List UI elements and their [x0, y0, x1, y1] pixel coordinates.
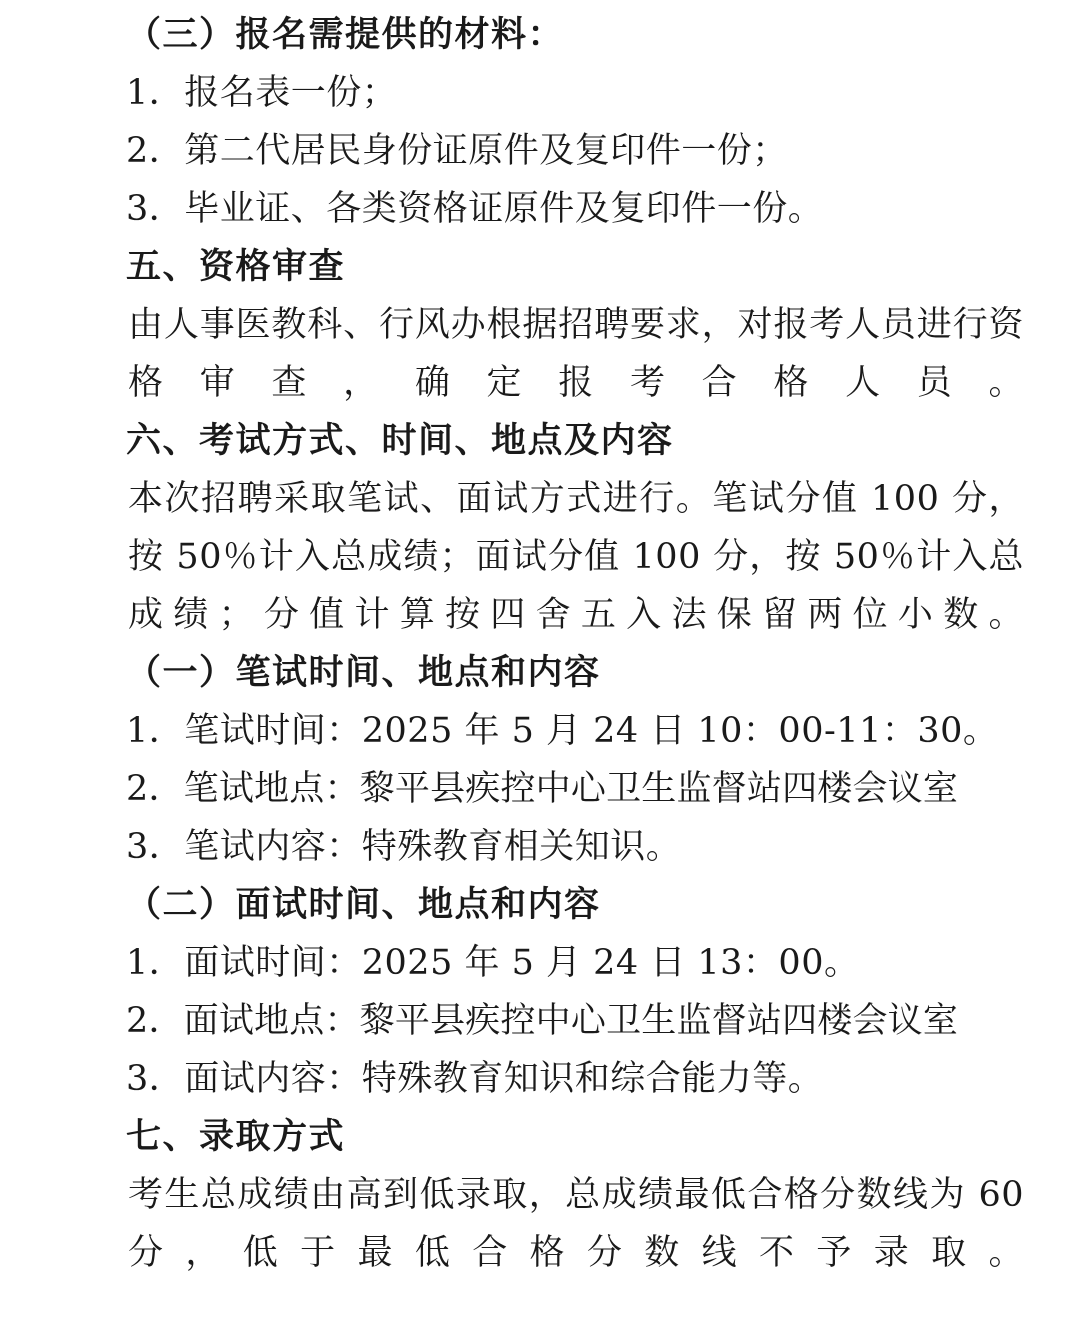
paragraph-exam-scoring: 本次招聘采取笔试、面试方式进行。笔试分值 100 分，按 50％计入总成绩；面试分值 100 分，按 50％计入总成绩；分值计算按四舍五入法保留两位小数。 [128, 479, 1024, 635]
section-heading-materials: （三）报名需提供的材料： [126, 14, 565, 55]
section-heading-admission: 七、录取方式 [126, 1116, 346, 1157]
section-heading-qualification-review: 五、资格审查 [126, 246, 346, 287]
list-item: 3．毕业证、各类资格证原件及复印件一份。 [126, 189, 824, 229]
list-item: 1．报名表一份； [126, 73, 398, 113]
subsection-heading-interview: （二）面试时间、地点和内容 [126, 884, 601, 925]
list-item: 1．笔试时间：2025 年 5 月 24 日 10：00-11：30。 [126, 711, 999, 751]
subsection-heading-written-exam: （一）笔试时间、地点和内容 [126, 652, 601, 693]
paragraph-admission: 考生总成绩由高到低录取，总成绩最低合格分数线为 60 分，低于最低合格分数线不予录取。 [128, 1175, 1024, 1273]
section-heading-exam-info: 六、考试方式、时间、地点及内容 [126, 420, 674, 461]
list-item: 2．笔试地点：黎平县疾控中心卫生监督站四楼会议室 [126, 769, 959, 809]
list-item: 2．第二代居民身份证原件及复印件一份； [126, 131, 788, 171]
list-item: 3．笔试内容：特殊教育相关知识。 [126, 827, 682, 867]
list-item: 2．面试地点：黎平县疾控中心卫生监督站四楼会议室 [126, 1001, 959, 1041]
paragraph-qualification-review: 由人事医教科、行风办根据招聘要求，对报考人员进行资格审查，确定报考合格人员。 [128, 305, 1024, 403]
list-item: 3．面试内容：特殊教育知识和综合能力等。 [126, 1059, 824, 1099]
list-item: 1．面试时间：2025 年 5 月 24 日 13：00。 [126, 943, 860, 983]
